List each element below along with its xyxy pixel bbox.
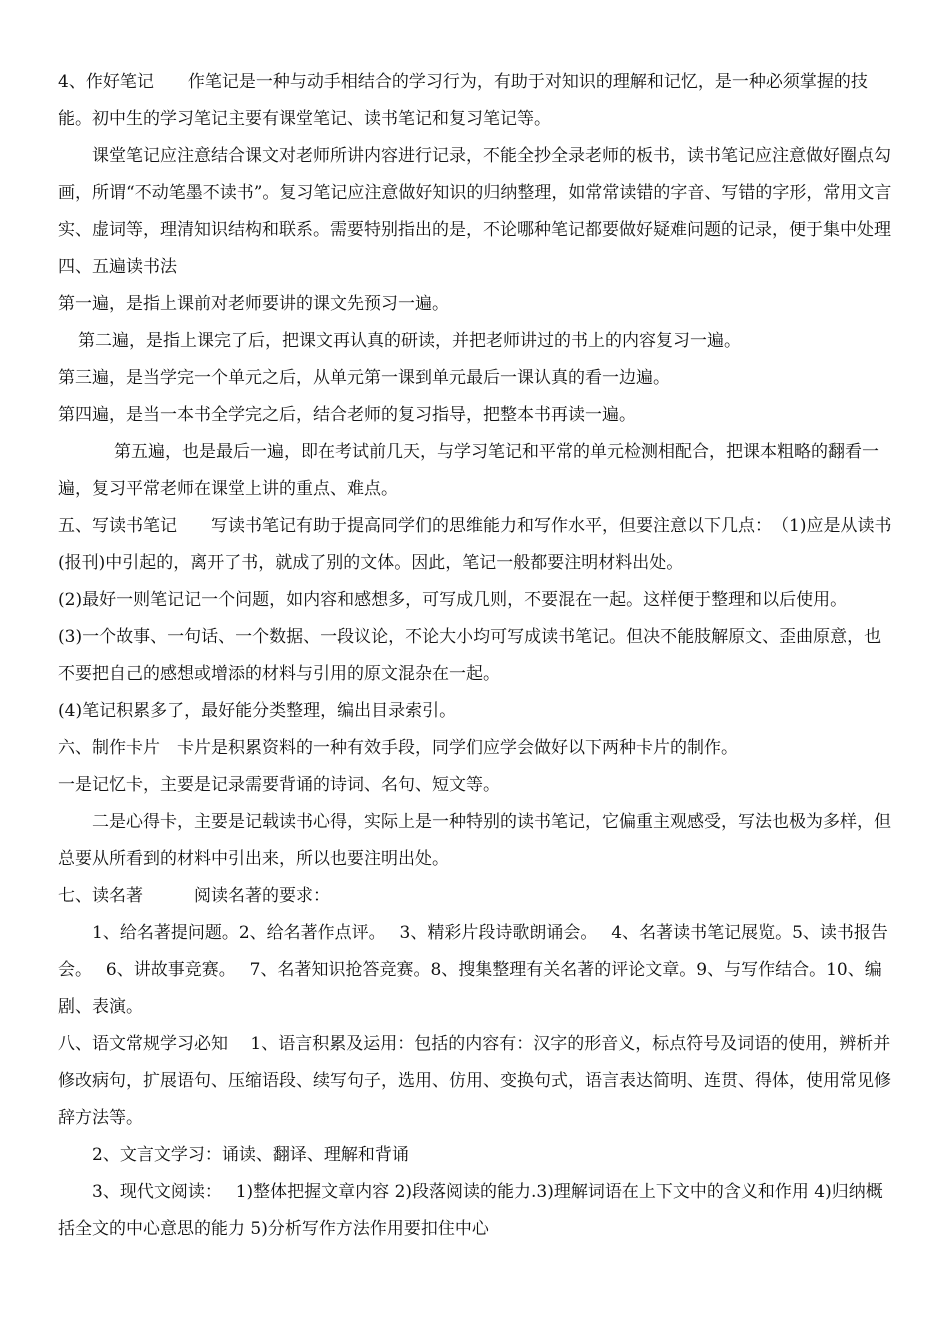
document-page [58, 64, 894, 1248]
paragraph-memory-card: 一是记忆卡，主要是记录需要背诵的诗词、名句、短文等。 [58, 775, 500, 795]
heading-classics: 七、读名著 阅读名著的要求： [58, 886, 330, 906]
paragraph-modern-reading: 3、现代文阅读： 1)整体把握文章内容 2)段落阅读的能力.3)理解词语在上下文中的含义和作用 4)归纳概括全文的中心意思的能力 5)分析写作方法作用要扣住中心 [58, 1182, 883, 1239]
paragraph-note-taking: 4、作好笔记 作笔记是一种与动手相结合的学习行为，有助于对知识的理解和记忆，是一种必须掌握的技能。初中生的学习笔记主要有课堂笔记、读书笔记和复习笔记等。 [58, 72, 868, 129]
paragraph-notes-point-3: (3)一个故事、一句话、一个数据、一段议论，不论大小均可写成读书笔记。但决不能肢解原文、歪曲原意，也不要把自己的感想或增添的材料与引用的原文混杂在一起。 [58, 627, 882, 684]
paragraph-notes-point-4: (4)笔记积累多了，最好能分类整理，编出目录索引。 [58, 701, 457, 721]
paragraph-third-reading: 第三遍，是当学完一个单元之后，从单元第一课到单元最后一课认真的看一边遍。 [58, 368, 670, 388]
paragraph-second-reading: 第二遍，是指上课完了后，把课文再认真的研读，并把老师讲过的书上的内容复习一遍。 [78, 331, 741, 351]
paragraph-fourth-reading: 第四遍，是当一本书全学完之后，结合老师的复习指导，把整本书再读一遍。 [58, 405, 636, 425]
paragraph-classroom-notes: 课堂笔记应注意结合课文对老师所讲内容进行记录，不能全抄全录老师的板书，读书笔记应注意做好圈点勾画，所谓“不动笔墨不读书”。复习笔记应注意做好知识的归纳整理，如常常读错的字音、写错的字形，常用文言实、虚词等，理清知识结构和联系。需要特别指出的是，不论哪种笔记都要做好疑难问题的记录，便于集中处理 [58, 146, 892, 240]
paragraph-fifth-reading: 第五遍，也是最后一遍，即在考试前几天，与学习笔记和平常的单元检测相配合，把课本粗略的翻看一遍，复习平常老师在课堂上讲的重点、难点。 [58, 442, 879, 499]
paragraph-classics-requirements: 1、给名著提问题。2、给名著作点评。 3、精彩片段诗歌朗诵会。 4、名著读书笔记展览。5、读书报告会。 6、讲故事竞赛。 7、名著知识抢答竞赛。8、搜集整理有关名著的评论文章。9、与写作结合。10、编剧、表演。 [58, 923, 888, 1017]
paragraph-insight-card: 二是心得卡，主要是记载读书心得，实际上是一种特别的读书笔记，它偏重主观感受，写法也极为多样，但总要从所看到的材料中引出来，所以也要注明出处。 [58, 812, 891, 869]
heading-five-readings: 四、五遍读书法 [58, 257, 177, 277]
paragraph-cards: 六、制作卡片 卡片是积累资料的一种有效手段，同学们应学会做好以下两种卡片的制作。 [58, 738, 738, 758]
paragraph-classical-chinese: 2、文言文学习：诵读、翻译、理解和背诵 [92, 1145, 409, 1165]
paragraph-reading-notes: 五、写读书笔记 写读书笔记有助于提高同学们的思维能力和写作水平，但要注意以下几点： （1)应是从读书(报刊)中引起的，离开了书，就成了别的文体。因此，笔记一般都要注明材料出处。 [58, 516, 892, 573]
paragraph-notes-point-2: (2)最好一则笔记记一个问题，如内容和感想多，可写成几则，不要混在一起。这样便于整理和以后使用。 [58, 590, 848, 610]
paragraph-chinese-study: 八、语文常规学习必知 1、语言积累及运用：包括的内容有：汉字的形音义，标点符号及词语的使用，辨析并修改病句，扩展语句、压缩语段、续写句子，选用、仿用、变换句式，语言表达简明、连贯、得体，使用常见修辞方法等。 [58, 1034, 891, 1128]
paragraph-first-reading: 第一遍，是指上课前对老师要讲的课文先预习一遍。 [58, 294, 449, 314]
